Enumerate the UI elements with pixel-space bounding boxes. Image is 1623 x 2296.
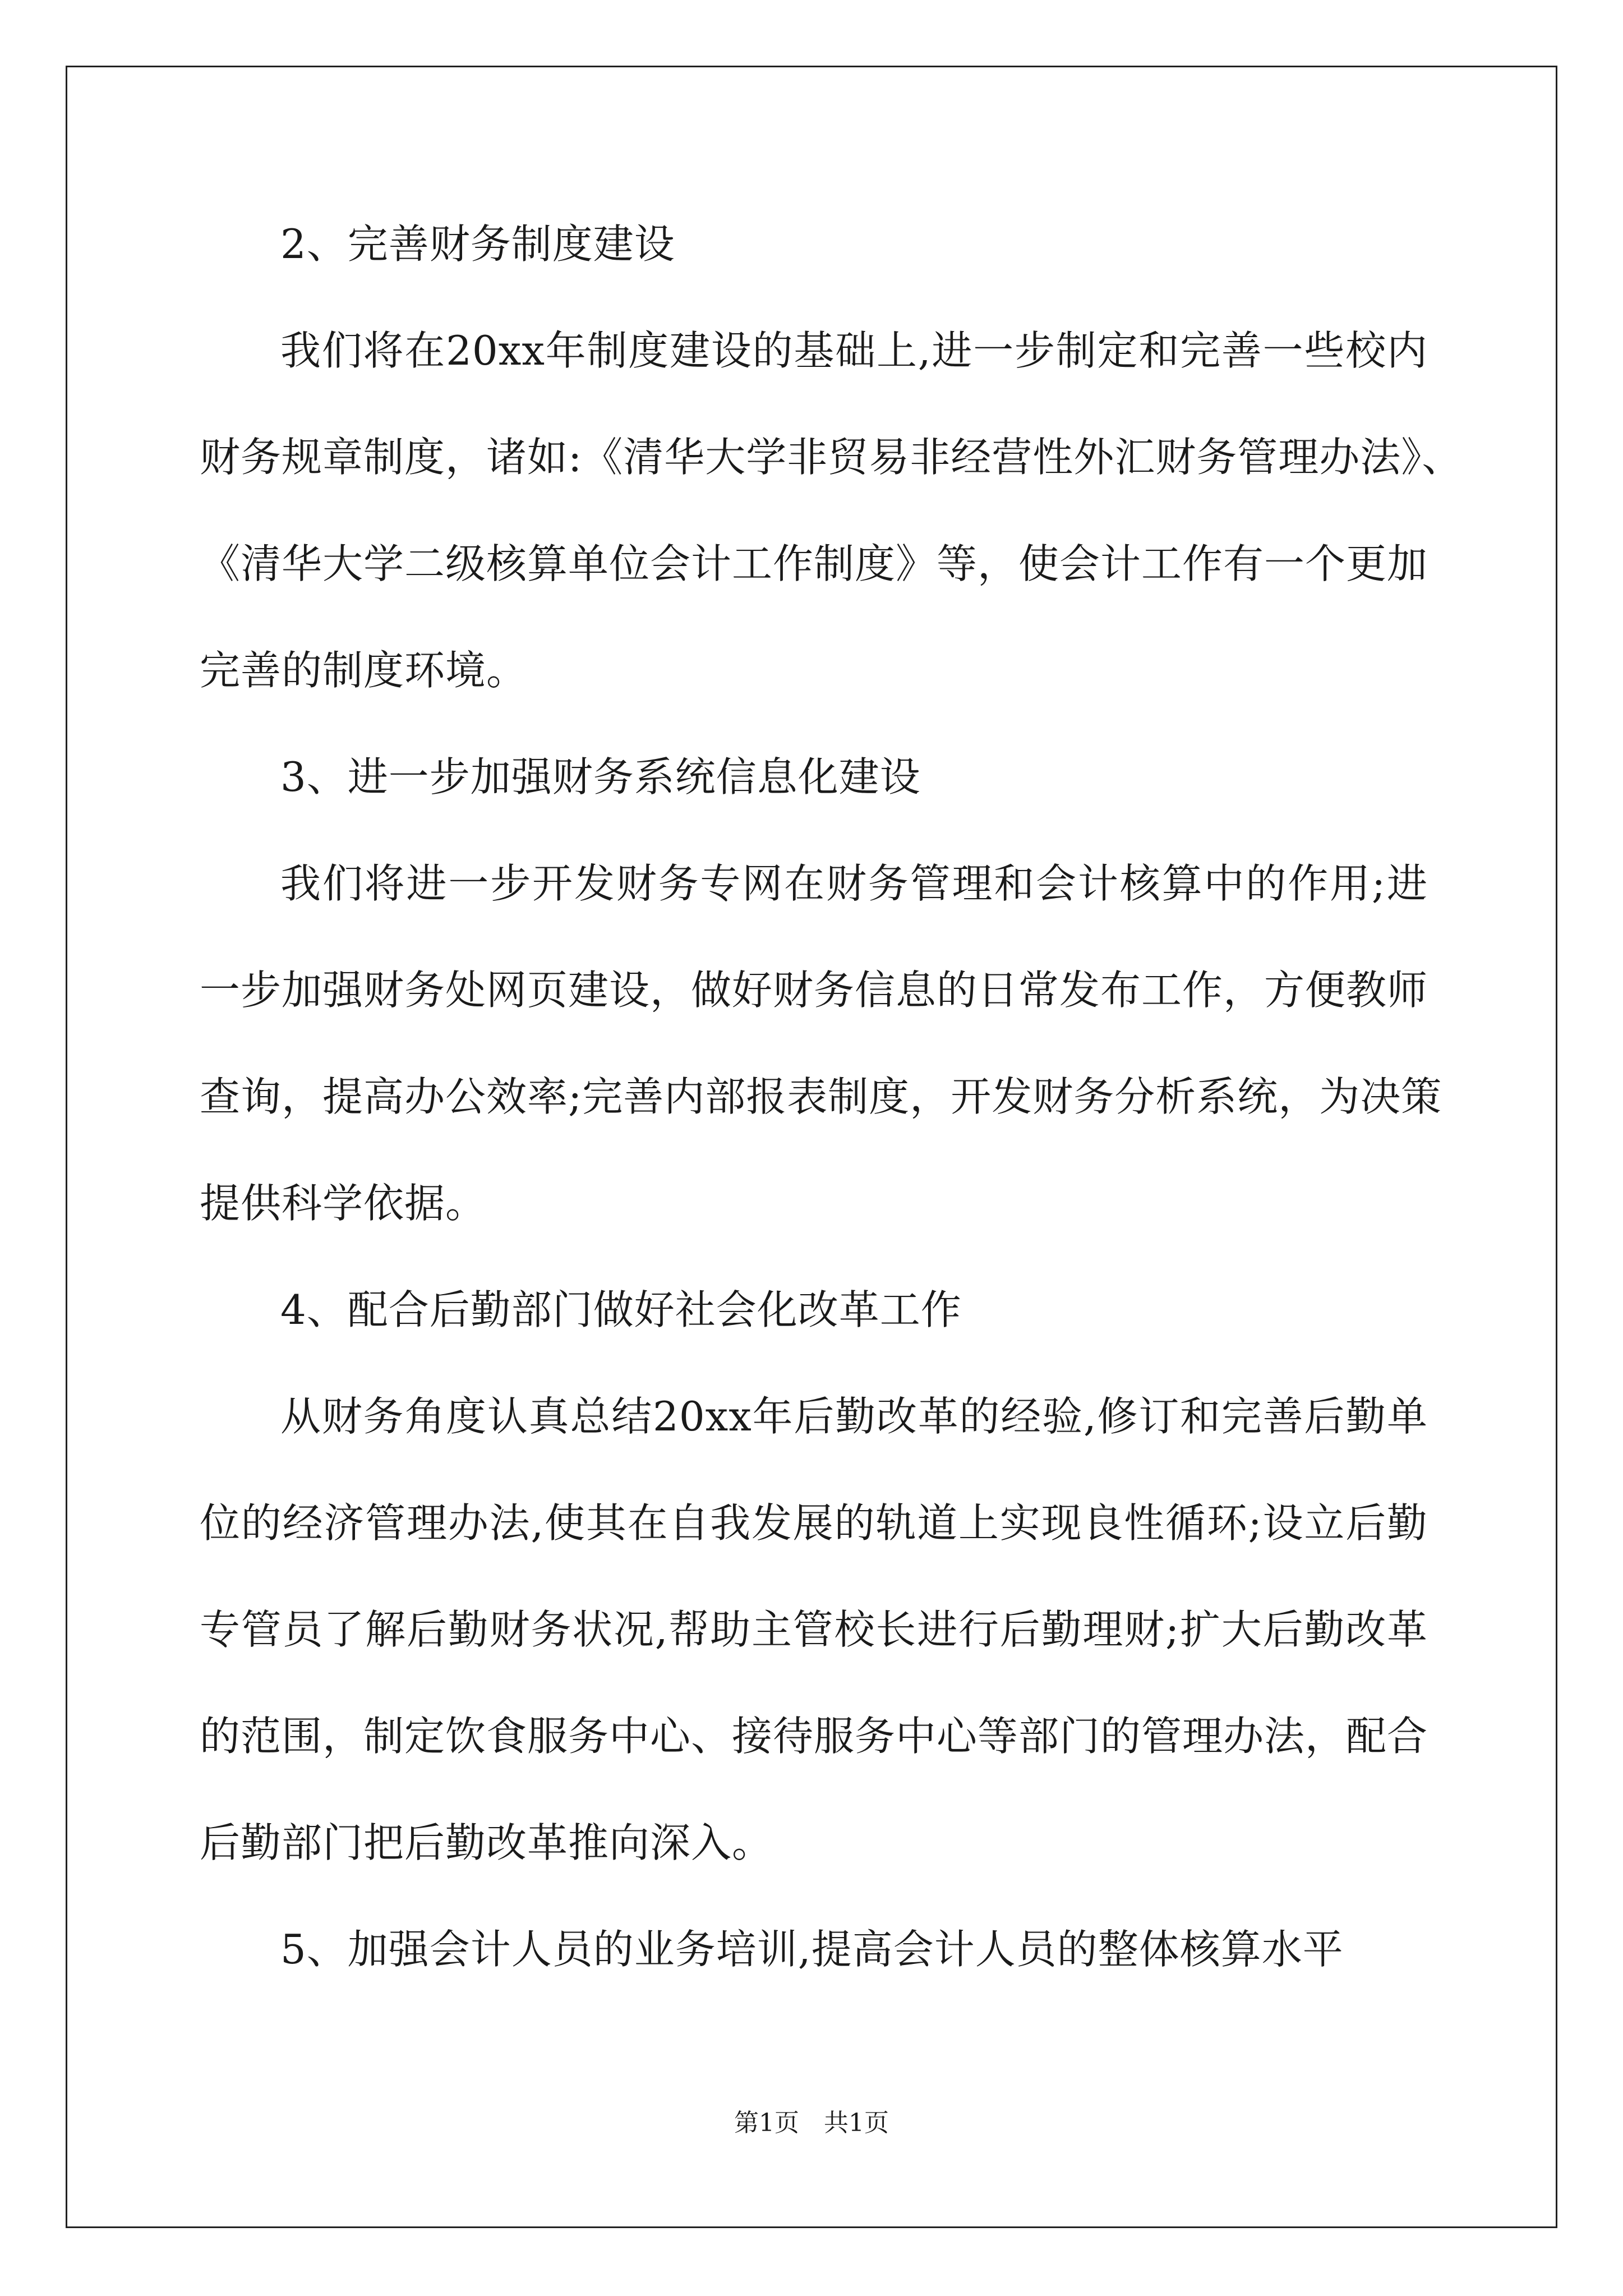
paragraph-line: 一步加强财务处网页建设，做好财务信息的日常发布工作，方便教师 [200,967,1428,1014]
heading-4: 4、配合后勤部门做好社会化改革工作 [280,1286,962,1333]
page-number: 第1页 共1页 [734,2109,889,2137]
heading-2: 2、完善财务制度建设 [280,220,675,268]
paragraph-line: 从财务角度认真总结20xx年后勤改革的经验,修订和完善后勤单 [280,1393,1428,1440]
paragraph-line: 财务规章制度，诸如:《清华大学非贸易非经营性外汇财务管理办法》、 [200,434,1463,481]
paragraph-line: 专管员了解后勤财务状况,帮助主管校长进行后勤理财;扩大后勤改革 [200,1606,1428,1653]
paragraph-line: 后勤部门把后勤改革推向深入。 [200,1819,773,1866]
paragraph-line: 提供科学依据。 [200,1180,487,1227]
paragraph-line: 位的经济管理办法,使其在自我发展的轨道上实现良性循环;设立后勤 [200,1499,1428,1547]
paragraph-line: 查询，提高办公效率;完善内部报表制度，开发财务分析系统，为决策 [200,1073,1442,1120]
paragraph-line: 的范围，制定饮食服务中心、接待服务中心等部门的管理办法，配合 [200,1713,1428,1760]
paragraph-line: 我们将在20xx年制度建设的基础上,进一步制定和完善一些校内 [280,327,1428,374]
page-border [66,66,1557,2228]
heading-5: 5、加强会计人员的业务培训,提高会计人员的整体核算水平 [280,1926,1344,1973]
paragraph-line: 《清华大学二级核算单位会计工作制度》等，使会计工作有一个更加 [200,540,1428,587]
paragraph-line: 完善的制度环境。 [200,647,528,694]
heading-3: 3、进一步加强财务系统信息化建设 [280,753,921,800]
paragraph-line: 我们将进一步开发财务专网在财务管理和会计核算中的作用;进 [280,860,1428,907]
